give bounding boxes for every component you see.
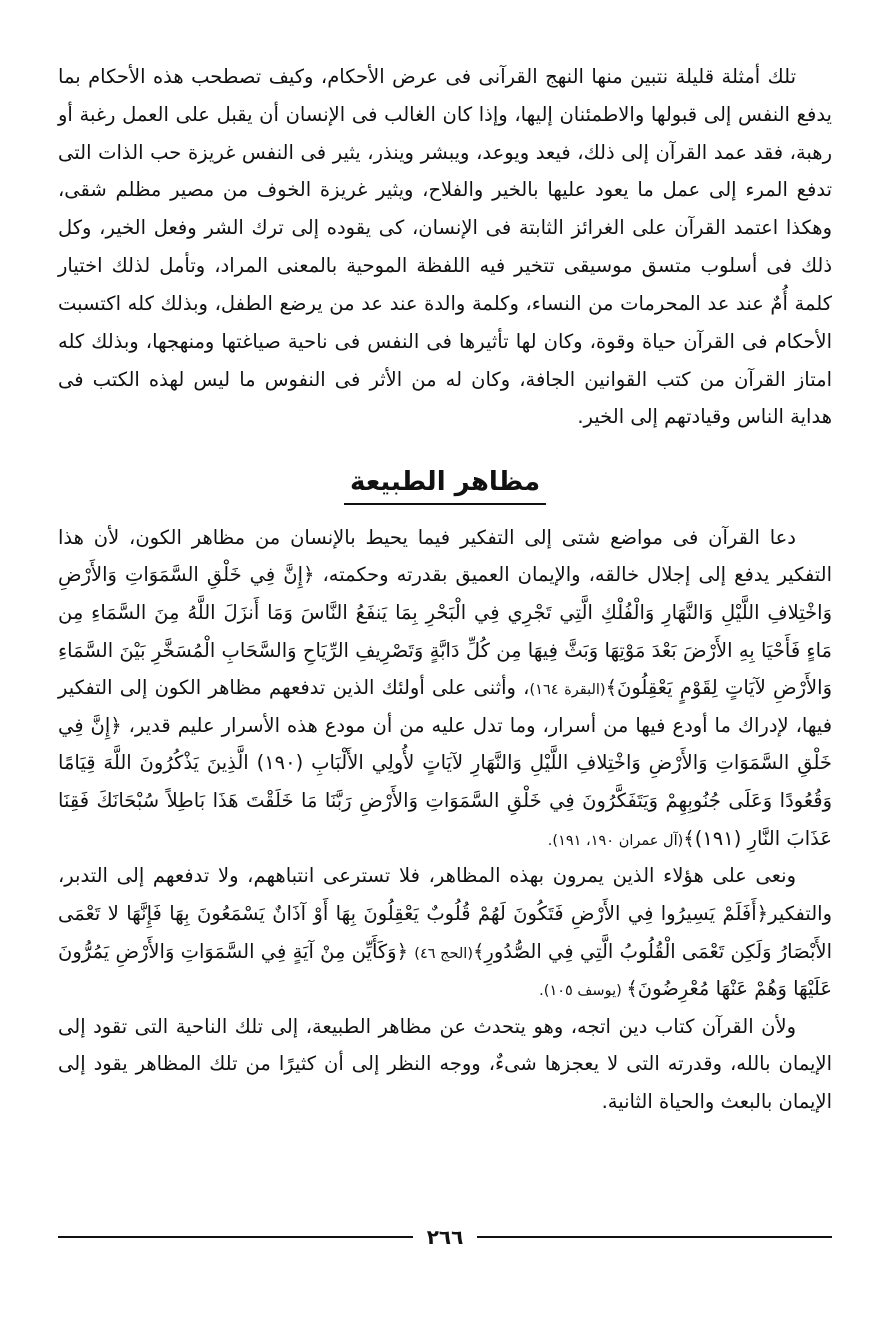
quran-verse-yusuf: ﴿وَكَأَيِّن مِنْ آيَةٍ فِي السَّمَوَاتِ وَالأَرْضِ يَمُرُّونَ عَلَيْهَا وَهُمْ عَنْهَا مُعْرِضُونَ﴾ (58, 939, 832, 1001)
verse-reference-al-imran: (آل عمران ١٩٠، ١٩١). (547, 832, 684, 849)
paragraph-1-text-a: دعا القرآن فى مواضع شتى إلى التفكير فيما يحيط بالإنسان من مظاهر الكون، لأن هذا التفكير يدفع إلى إجلال خالقه، والإيمان العميق بقدرته وحكمته، (58, 525, 832, 587)
footer-rule-right (477, 1236, 832, 1238)
paragraph-2 (58, 857, 832, 1008)
quran-verse-baqara: ﴿إِنَّ فِي خَلْقِ السَّمَوَاتِ وَالأَرْضِ وَاخْتِلافِ اللَّيْلِ وَالنَّهَارِ وَالْفُلْكِ الَّتِي تَجْرِي فِي الْبَحْرِ بِمَا يَنفَعُ النَّاسَ وَمَا أَنزَلَ اللَّهُ مِنَ السَّمَاءِ مِن مَاءٍ فَأَحْيَا بِهِ الأَرْضَ بَعْدَ مَوْتِهَا وَبَثَّ فِيهَا مِن كُلِّ دَابَّةٍ وَتَصْرِيفِ الرِّيَاحِ وَالسَّحَابِ الْمُسَخَّرِ بَيْنَ السَّمَاءِ وَالأَرْضِ لآيَاتٍ لِقَوْمٍ يَعْقِلُونَ﴾ (58, 563, 832, 700)
section-heading (58, 464, 832, 504)
paragraph-1 (58, 519, 832, 858)
verse-reference-yusuf: (يوسف ١٠٥). (539, 983, 627, 1000)
section-heading-text: مظاهر الطبيعة (344, 464, 546, 504)
paragraph-3: ولأن القرآن كتاب دين اتجه، وهو يتحدث عن مظاهر الطبيعة، إلى تلك الناحية التى تقود إلى الإيمان بالله، وقدرته التى لا يعجزها شىءٌ، ووجه النظر إلى أن كثيرًا من تلك المظاهر يقود إلى الإيمان بالبعث والحياة الثانية. (58, 1014, 832, 1114)
quran-verse-al-imran: ﴿إِنَّ فِي خَلْقِ السَّمَوَاتِ وَالأَرْضِ وَاخْتِلافِ اللَّيْلِ وَالنَّهَارِ لآيَاتٍ لأُولِي الأَلْبَابِ (١٩٠) الَّذِينَ يَذْكُرُونَ اللَّهَ قِيَامًا وَقُعُودًا وَعَلَى جُنُوبِهِمْ وَيَتَفَكَّرُونَ فِي خَلْقِ السَّمَوَاتِ وَالأَرْضِ رَبَّنَا مَا خَلَقْتَ هَذَا بَاطِلاً سُبْحَانَكَ فَقِنَا عَذَابَ النَّارِ (١٩١)﴾ (58, 713, 832, 850)
paragraph-1-text-b: ، وأثنى على أولئك الذين تدفعهم مظاهر الكون إلى التفكير فيها، لإدراك ما أودع فيها من أسرار، وما تدل عليه من أن مودع هذه الأسرار عليم قدير، (58, 676, 833, 737)
verse-reference-hajj: (الحج ٤٦) (414, 945, 473, 962)
section-body (58, 519, 832, 1121)
intro-paragraph: تلك أمثلة قليلة نتبين منها النهج القرآنى فى عرض الأحكام، وكيف تصطحب هذه الأحكام بما يدفع النفس إلى قبولها والاطمئنان إليها، وإذا كان الغالب فى الإنسان أن يقبل على العمل رغبة أو رهبة، فقد عمد القرآن إلى ذلك، فيعد ويوعد، ويبشر وينذر، يثير فى النفس غريزة حب الذات التى تدفع المرء إلى عمل ما يعود عليها بالخير والفلاح، ويثير غريزة الخوف من مصير مظلم شقى، وهكذا اعتمد القرآن على الغرائز الثابتة فى الإنسان، كى يقوده إلى ترك الشر وفعل الخير، وكل ذلك فى أسلوب متسق موسيقى تتخير فيه اللفظة الموحية بالمعنى المراد، وتأمل لذلك اختيار كلمة أُمٌ عند عد المحرمات من النساء، وكلمة والدة عند عد من يرضع الطفل، وبذلك كله اكتسبت الأحكام فى القرآن حياة وقوة، وكان لها تأثيرها فى النفس فى ناحية صياغتها ومنهجها، وبذلك كله امتاز القرآن من كتب القوانين الجافة، وكان له من الأثر فى النفوس ما ليس لهذه الكتب فى هداية الناس وقيادتهم إلى الخير. (58, 65, 832, 429)
page-footer (58, 1220, 832, 1254)
footer-rule-left (58, 1236, 413, 1238)
page-body (58, 58, 832, 1121)
quran-verse-hajj: ﴿أَفَلَمْ يَسِيرُوا فِي الأَرْضِ فَتَكُونَ لَهُمْ قُلُوبٌ يَعْقِلُونَ بِهَا أَوْ آذَانٌ يَسْمَعُونَ بِهَا فَإِنَّهَا لا تَعْمَى الأَبْصَارُ وَلَكِن تَعْمَى الْقُلُوبُ الَّتِي فِي الصُّدُورِ﴾ (58, 901, 832, 963)
verse-reference-baqara: (البقرة ١٦٤) (529, 682, 606, 699)
paragraph-2-text-a: ونعى على هؤلاء الذين يمرون بهذه المظاهر، فلا تسترعى انتباههم، ولا تدفعهم إلى التدبر، والتفكير (58, 864, 832, 925)
page-number: ٢٦٦ (426, 1225, 464, 1249)
